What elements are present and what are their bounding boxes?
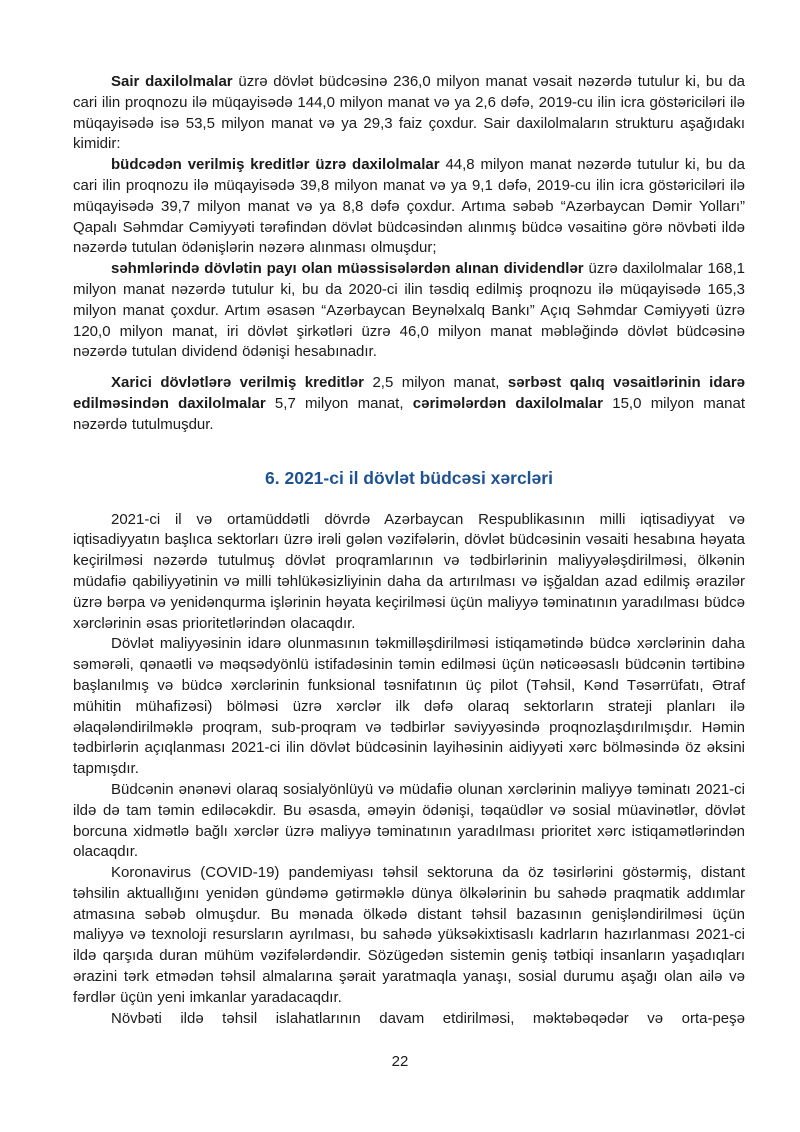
paragraph	[73, 155, 745, 259]
paragraph-text-run: 44,8 milyon manat nəzərdə tutulur ki, bu da cari ilin proqnozu ilə müqayisədə 39,8 milyon manat və ya 9,1 dəfə, 2019-cu ilin icra göstəriciləri ilə müqayisədə 39,7 milyon manat və ya 8,8 dəfə çoxdur. Artıma səbəb “Azərbaycan Dəmir Yolları” Qapalı Səhmdar Cəmiyyəti tərəfindən dövlət büdcəsindən alınmış büdcə vəsaitinə görə növbəti ildə nəzərdə tutulan ödənişlərin nəzərə alınması olmuşdur;	[73, 156, 745, 257]
document-blocks	[73, 72, 745, 1029]
paragraph-bold-run: Xarici dövlətlərə verilmiş kreditlər	[111, 374, 364, 392]
paragraph-bold-run: səhmlərində dövlətin payı olan müəssisələrdən alınan dividendlər	[111, 260, 584, 278]
section-heading: 6. 2021-ci il dövlət büdcəsi xərcləri	[265, 467, 553, 488]
paragraph	[73, 863, 745, 1009]
paragraph-text-run: üzrə daxilolmalar 168,1 milyon manat nəzərdə tutulur ki, bu da 2020-ci ilin təsdiq edilmiş proqnozu ilə müqayisədə 165,3 milyon manat çoxdur. Artım əsasən “Azərbaycan Beynəlxalq Bankı” Açıq Səhmdar Cəmiyyəti üzrə 120,0 milyon manat, iri dövlət şirkətləri üzrə 46,0 milyon manat məbləğində dövlət büdcəsinə nəzərdə tutulan dividend ödənişi hesabınadır.	[73, 260, 745, 361]
paragraph-bold-run: büdcədən verilmiş kreditlər üzrə daxilolmalar	[111, 156, 440, 174]
paragraph-text-run: Dövlət maliyyəsinin idarə olunmasının təkmilləşdirilməsi istiqamətində büdcə xərclərinin daha səmərəli, qənaətli və məqsədyönlü istifadəsinin təmin edilməsi üçün nəticəəsaslı büdcənin tərtibinə başlanılmış və büdcə xərclərinin funksional təsnifatının üç pilot (Təhsil, Kənd Təsərrüfatı, Ətraf mühitin mühafizəsi) bölməsi üzrə xərclər ilk dəfə olaraq sektorların strateji planları ilə əlaqələndirilməklə proqram, sub-proqram və tədbirlər səviyyəsində proqnozlaşdırılmışdır. Həmin tədbirlərin açıqlanması 2021-ci ilin dövlət büdcəsinin layihəsinin aidiyyəti xərc bölməsində öz əksini tapmışdır.	[73, 635, 745, 778]
paragraph-text-run: Büdcənin ənənəvi olaraq sosialyönlüyü və müdafiə olunan xərclərinin maliyyə təminatı 2021-ci ildə də tam təmin ediləcəkdir. Bu əsasda, əməyin ödənişi, təqaüdlər və sosial müavinətlər, dövlət borcuna xidmətlə bağlı xərclər üzrə maliyyə təminatının yaradılması prioritet xərc istiqamətlərindən olacaqdır.	[73, 780, 745, 861]
paragraph-text-run: 15,0 milyon manat nəzərdə tutulmuşdur.	[73, 394, 745, 433]
paragraph	[73, 373, 745, 435]
paragraph	[73, 510, 745, 635]
page-number: 22	[391, 1053, 409, 1070]
paragraph	[73, 72, 745, 155]
paragraph	[73, 780, 745, 863]
paragraph-text-run: 2,5 milyon manat,	[364, 374, 508, 392]
paragraph	[73, 1009, 745, 1030]
paragraph-text-run: 2021-ci il və ortamüddətli dövrdə Azərbaycan Respublikasının milli iqtisadiyyat və iqtisadiyyatın başlıca sektorları üzrə irəli gələn vəzifələrin, dövlət büdcəsinin vəsaiti hesabına həyata keçirilməsi nəzərdə tutulmuş dövlət proqramlarının və tədbirlərinin maliyyələşdirilməsi, ölkənin müdafiə qabiliyyətinin və milli təhlükəsizliyinin daha da artırılması və işğaldan azad edilmiş ərazilər üzrə bərpa və yenidənqurma işlərinin həyata keçirilməsi üçün maliyyə təminatının yaradılması büdcə xərclərinin əsas prioritetlərindən olacaqdır.	[73, 510, 745, 632]
paragraph	[73, 634, 745, 780]
page-content	[73, 72, 745, 1029]
paragraph-text-run: 5,7 milyon manat,	[265, 394, 413, 412]
paragraph-bold-run: sərbəst qalıq vəsaitlərinin idarə edilməsindən daxilolmalar	[73, 374, 745, 412]
paragraph-text-run: Növbəti ildə təhsil islahatlarının davam etdirilməsi, məktəbəqədər və orta-peşə	[111, 1009, 745, 1027]
paragraph-bold-run: cərimələrdən daxilolmalar	[412, 394, 603, 412]
paragraph	[73, 259, 745, 363]
paragraph-text-run: üzrə dövlət büdcəsinə 236,0 milyon manat vəsait nəzərdə tutulur ki, bu da cari ilin proqnozu ilə müqayisədə 144,0 milyon manat və ya 2,6 dəfə, 2019-cu ilin icra göstəriciləri ilə müqayisədə isə 53,5 milyon manat və ya 29,3 faiz çoxdur. Sair daxilolmaların strukturu aşağıdakı kimidir:	[73, 73, 745, 153]
paragraph-text-run: Koronavirus (COVID-19) pandemiyası təhsil sektoruna da öz təsirlərini göstərmiş, distant təhsilin aktuallığını yenidən gündəmə gətirməklə dünya ölkələrinin bu sahədə praqmatik addımlar atmasına səbəb olmuşdur. Bu mənada ölkədə distant təhsil bazasının genişləndirilməsi üçün maliyyə və texnoloji resursların ayrılması, bu sahədə yüksəkixtisaslı kadrların hazırlanması 2021-ci ildə qarşıda duran mühüm vəzifələrdəndir. Sözügedən sistemin geniş tətbiqi insanların yaşadıqları ərazini tərk etmədən təhsil almalarına şərait yaratmaqla yanaşı, sosial durumu aşağı olan ailə və fərdlər üçün yeni imkanlar yaradacaqdır.	[73, 864, 745, 1006]
paragraph-bold-run: Sair daxilolmalar	[111, 73, 233, 90]
